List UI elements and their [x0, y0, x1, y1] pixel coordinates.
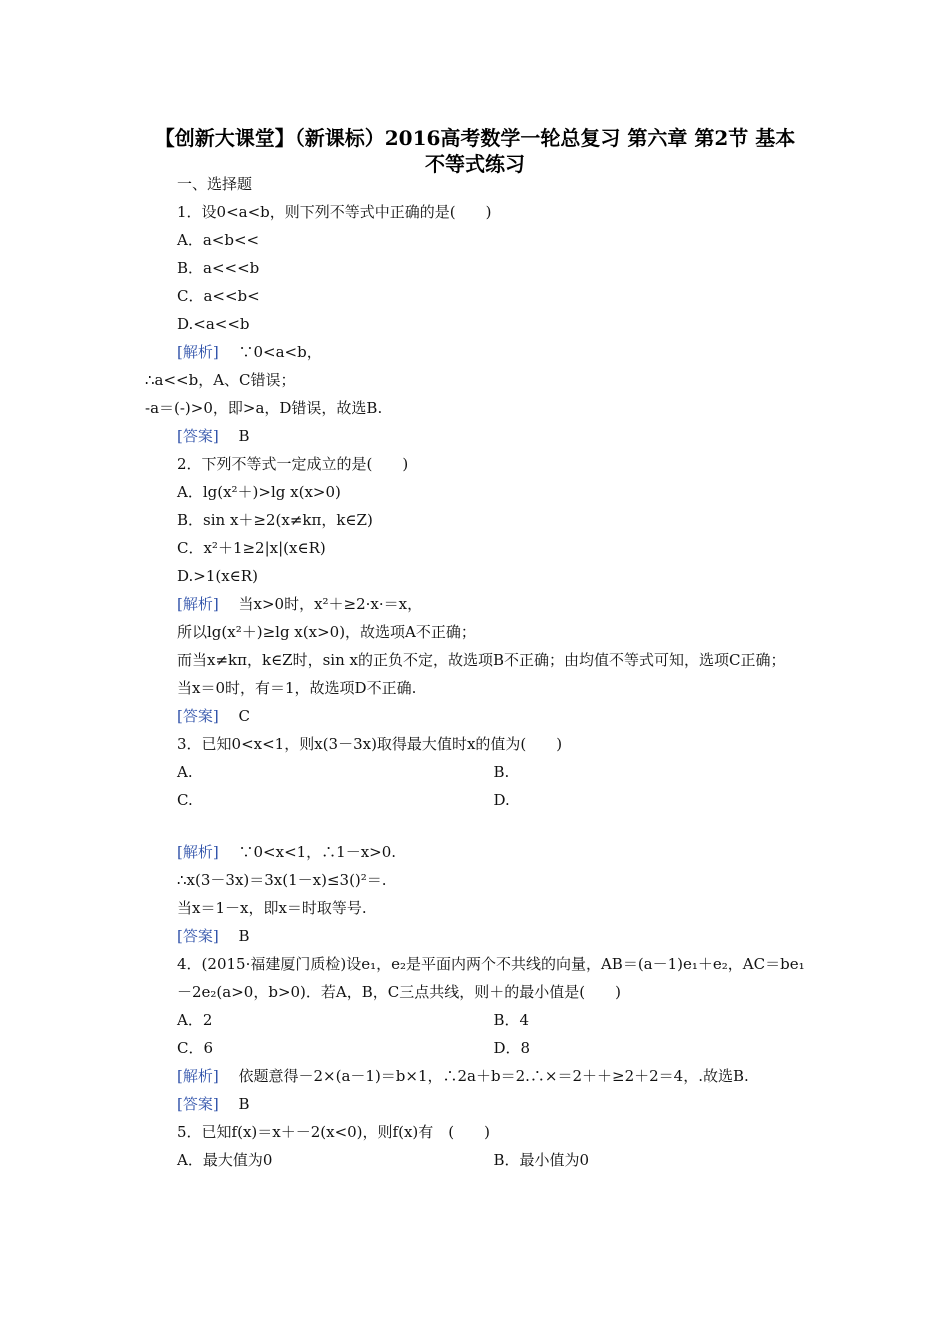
question-5-option-b: B．最小值为0: [493, 1151, 590, 1169]
question-3-option-c: C.: [177, 791, 193, 809]
analysis-tag: [解析]: [177, 595, 219, 613]
question-4-options-row-1: [145, 1006, 810, 1034]
answer-tag: [答案]: [177, 927, 219, 945]
question-2-analysis-line-3: 而当x≠kπ，k∈Z时，sin x的正负不定，故选项B不正确；由均值不等式可知，选项C正确；: [177, 651, 786, 669]
analysis-text: 当x>0时，x²＋≥2·x·＝x，: [238, 595, 423, 613]
answer-value: B: [238, 927, 250, 945]
question-4-analysis: [145, 1062, 810, 1090]
question-5-option-a: A．最大值为0: [177, 1151, 273, 1169]
question-1-option-b: B．a<<<b: [177, 259, 260, 277]
question-2-option-a: A．lg(x²＋)>lg x(x>0): [177, 483, 341, 501]
question-2-answer: [145, 702, 810, 730]
question-4-option-d: D．8: [493, 1039, 531, 1057]
question-3-analysis-line-3: 当x＝1－x，即x＝时取等号.: [177, 899, 367, 917]
question-1-stem: 1．设0<a<b，则下列不等式中正确的是( ): [177, 203, 492, 221]
answer-value: B: [238, 427, 250, 445]
spacer: [145, 814, 810, 838]
question-4-answer: [145, 1090, 810, 1118]
question-4-option-c: C．6: [177, 1039, 214, 1057]
question-4-options-row-2: [145, 1034, 810, 1062]
question-1-option-a: A．a<b<<: [177, 231, 260, 249]
question-2-analysis-line-4: 当x＝0时，有＝1，故选项D不正确.: [177, 679, 417, 697]
question-1-analysis-line-3: -a＝(-)>0，即>a，D错误，故选B.: [145, 399, 383, 417]
answer-tag: [答案]: [177, 707, 219, 725]
question-2-option-d: D.>1(x∈R): [177, 567, 258, 585]
question-1-analysis-line-1: [145, 338, 810, 366]
section-heading: 一、选择题: [177, 175, 253, 193]
question-2-analysis-line-1: [145, 590, 810, 618]
analysis-tag: [解析]: [177, 1067, 219, 1085]
analysis-text: 依题意得－2×(a－1)＝b×1，∴2a＋b＝2.∴×＝2＋＋≥2＋2＝4，.故选B.: [238, 1067, 749, 1085]
question-3-option-a: A.: [177, 763, 193, 781]
question-3-analysis-line-1: [145, 838, 810, 866]
analysis-tag: [解析]: [177, 843, 219, 861]
question-1-analysis-line-2: ∴a<<b，A、C错误；: [145, 371, 296, 389]
question-3-stem: 3．已知0<x<1，则x(3－3x)取得最大值时x的值为( ): [177, 735, 563, 753]
question-5-stem: 5．已知f(x)＝x＋－2(x<0)，则f(x)有 ( ): [177, 1123, 490, 1141]
question-3-analysis-line-2: ∴x(3－3x)＝3x(1－x)≤3()²＝.: [177, 871, 387, 889]
answer-tag: [答案]: [177, 427, 219, 445]
question-1-answer: [145, 422, 810, 450]
question-3-option-d: D.: [493, 791, 510, 809]
question-3-options-row-2: [145, 786, 810, 814]
question-3-options-row-1: [145, 758, 810, 786]
answer-value: C: [238, 707, 250, 725]
question-2-option-b: B．sin x＋≥2(x≠kπ，k∈Z): [177, 511, 373, 529]
question-4-stem: 4．(2015·福建厦门质检)设e₁，e₂是平面内两个不共线的向量，AB＝(a－1)e₁＋e₂，AC＝be₁－2e₂(a>0，b>0)．若A，B，C三点共线，则＋的最小值是( ): [177, 955, 805, 1001]
analysis-tag: [解析]: [177, 343, 219, 361]
question-2-analysis-line-2: 所以lg(x²＋)≥lg x(x>0)，故选项A不正确；: [177, 623, 476, 641]
document-body: [145, 170, 810, 1174]
question-3-option-b: B.: [493, 763, 510, 781]
question-4-option-a: A．2: [177, 1011, 213, 1029]
question-3-answer: [145, 922, 810, 950]
question-2-option-c: C．x²＋1≥2|x|(x∈R): [177, 539, 326, 557]
question-1-option-c: C．a<<b<: [177, 287, 260, 305]
document-title: 【创新大课堂】（新课标）2016高考数学一轮总复习 第六章 第2节 基本不等式练习: [154, 126, 796, 176]
analysis-text: ∵0<x<1，∴1－x>0.: [238, 843, 397, 861]
answer-value: B: [238, 1095, 250, 1113]
question-4-option-b: B．4: [493, 1011, 530, 1029]
question-2-stem: 2．下列不等式一定成立的是( ): [177, 455, 409, 473]
answer-tag: [答案]: [177, 1095, 219, 1113]
analysis-text: ∵0<a<b，: [238, 343, 322, 361]
question-1-option-d: D.<a<<b: [177, 315, 250, 333]
question-5-options-row-1: [145, 1146, 810, 1174]
